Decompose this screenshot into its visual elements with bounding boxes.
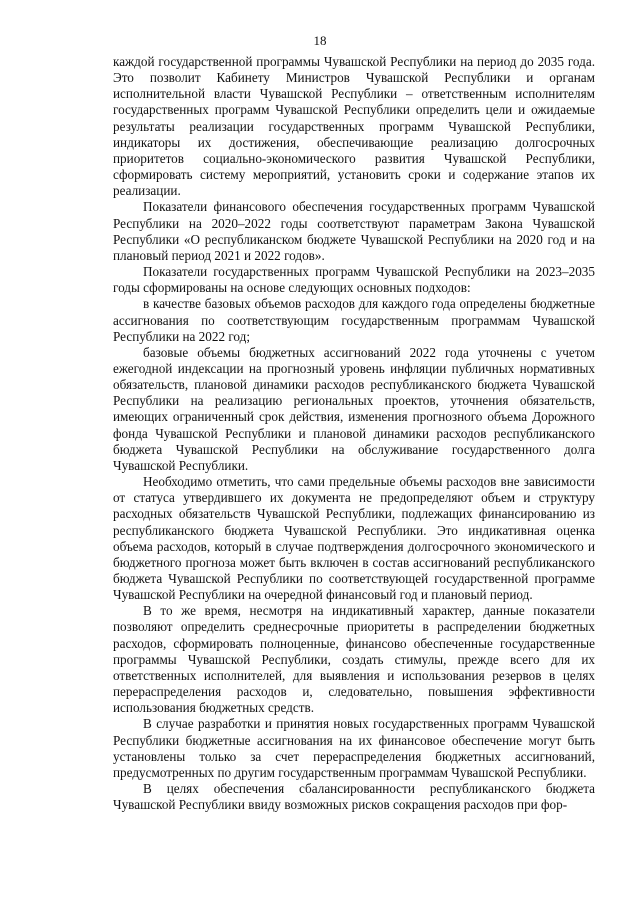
paragraph-financial-indicators: Показатели финансового обеспечения государственных программ Чувашской Республики на 2020–2022 годы соответствуют параметрам Закона Чувашской Республики «О республиканском бюджете Чувашской Республики на 2020 год и на плановый период 2021 и 2022 годов». <box>113 199 595 263</box>
paragraph-balance: В целях обеспечения сбалансированности республиканского бюджета Чувашской Республики ввиду возможных рисков сокращения расходов при фор- <box>113 781 595 813</box>
paragraph-base-volumes: в качестве базовых объемов расходов для каждого года определены бюджетные ассигнования по соответствующим государственным программам Чувашской Республики на 2022 год; <box>113 296 595 344</box>
paragraph-base-volumes-refined: базовые объемы бюджетных ассигнований 2022 года уточнены с учетом ежегодной индексации на прогнозный уровень инфляции публичных нормативных обязательств, плановой динамики расходов республиканского бюджета Чувашской Республики на реализацию региональных проектов, уточнения обязательств, имеющих ограниченный срок действия, изменения прогнозного объема Дорожного фонда Чувашской Республики и плановой динамики расходов республиканского бюджета Чувашской Республики на обслуживание государственного долга Чувашской Республики. <box>113 344 595 473</box>
paragraph-continuation: каждой государственной программы Чувашской Республики на период до 2035 года. Это позволит Кабинету Министров Чувашской Республики и органам исполнительной власти Чувашской Республики – ответственным исполнителям государственных программ Чувашской Республики определить цели и ожидаемые результаты реализации государственных программ Чувашской Республики, индикаторы их достижения, обеспечивающие реализацию долгосрочных приоритетов социально-экономического развития Чувашской Республики, сформировать систему мероприятий, установить сроки и содержание этапов их реализации. <box>113 54 595 199</box>
document-body <box>113 54 595 813</box>
paragraph-program-indicators: Показатели государственных программ Чувашской Республики на 2023–2035 годы сформированы на основе следующих основных подходов: <box>113 264 595 296</box>
page-number: 18 <box>313 33 327 48</box>
paragraph-priorities: В то же время, несмотря на индикативный характер, данные показатели позволяют определить среднесрочные приоритеты в распределении бюджетных расходов, сформировать полноценные, финансово обеспеченные государственные программы Чувашской Республики, создать стимулы, прежде всего для их ответственных исполнителей, для выявления и использования резервов в целях перераспределения расходов и, следовательно, повышения эффективности использования бюджетных средств. <box>113 603 595 716</box>
paragraph-note-limits: Необходимо отметить, что сами предельные объемы расходов вне зависимости от статуса утвердившего их документа не предопределяют объем и структуру расходных обязательств Чувашской Республики, подлежащих финансированию из республиканского бюджета Чувашской Республики. Это индикативная оценка объема расходов, который в случае подтверждения долгосрочного экономического и бюджетного прогноза может быть включен в состав ассигнований республиканского бюджета Чувашской Республики по соответствующей государственной программе Чувашской Республики на очередной финансовый год и плановый период. <box>113 474 595 603</box>
paragraph-new-programs: В случае разработки и принятия новых государственных программ Чувашской Республики бюджетные ассигнования на их финансовое обеспечение могут быть установлены только за счет перераспределения бюджетных ассигнований, предусмотренных по другим государственным программам Чувашской Республики. <box>113 716 595 780</box>
